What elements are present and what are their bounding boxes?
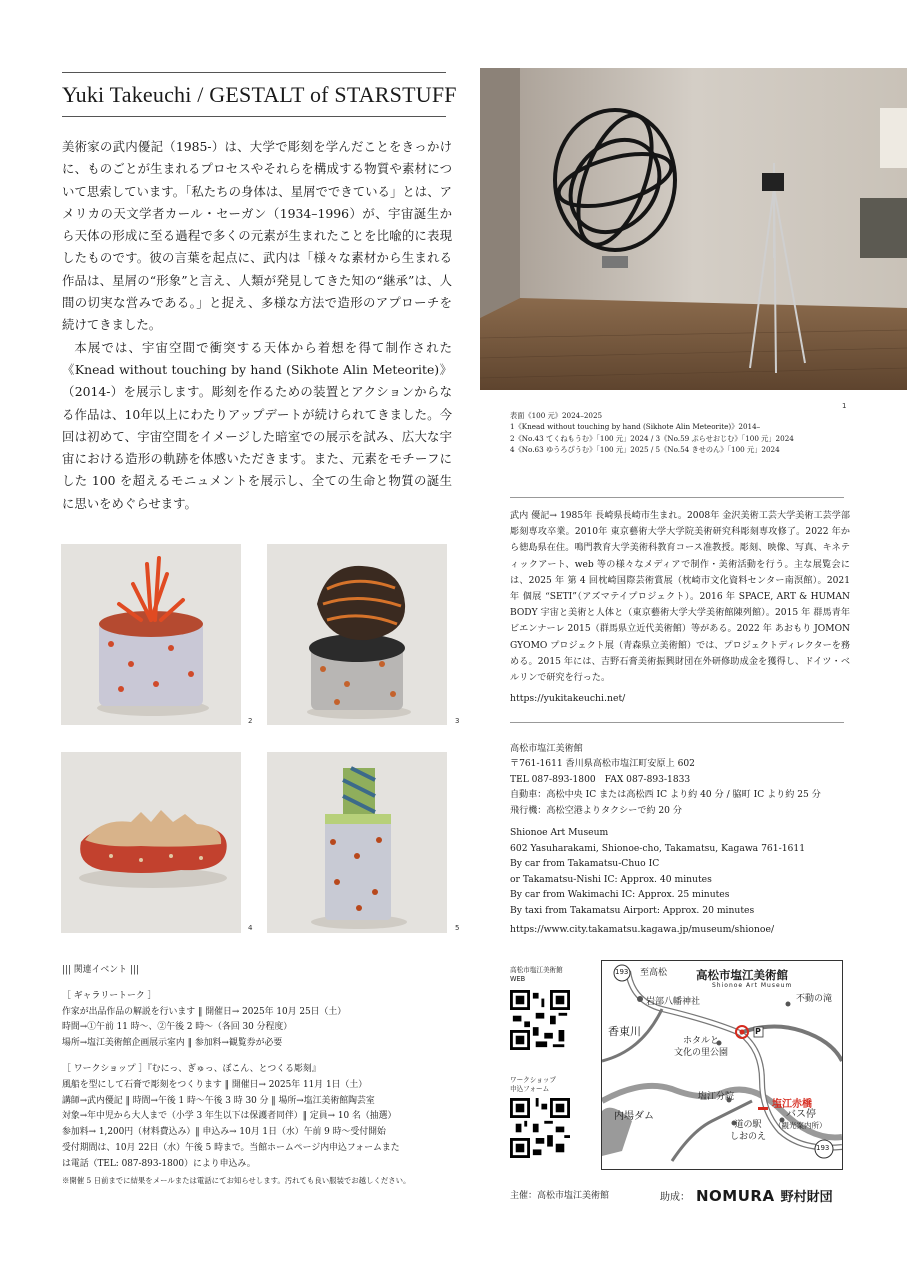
- gallery-talk-line: 場所→塩江美術館企画展示室内 ‖ 参加料→観覧券が必要: [62, 1038, 283, 1049]
- photo-number-1: 1: [842, 402, 847, 410]
- map-label-dam: 内場ダム: [614, 1111, 654, 1122]
- workshop-note: ※開催 5 日前までに結果をメールまたは電話にてお知らせします。汚れても良い服装でお越しください。: [62, 1175, 411, 1185]
- workshop-title: ［ ワークショップ ］『むにっ、ぎゅっ、ぼこん、とつくる彫刻』: [62, 1063, 321, 1074]
- nomura-logo: NOMURA: [696, 1186, 775, 1205]
- museum-name-en: Shionoe Art Museum: [510, 827, 609, 838]
- museum-address: 〒761-1611 香川県高松市塩江町安原上 602: [510, 759, 695, 770]
- gallery-talk-title: ［ ギャラリートーク ］: [62, 990, 157, 1001]
- map-label-fudo: 不動の滝: [796, 994, 833, 1004]
- museum-phone: TEL 087-893-1800 FAX 087-893-1833: [510, 774, 691, 785]
- divider: [510, 497, 844, 498]
- museum-access-en: or Takamatsu-Nishi IC: Approx. 40 minutes: [510, 873, 712, 885]
- page-title: Yuki Takeuchi / GESTALT of STARSTUFF: [62, 82, 457, 107]
- museum-access-en: By car from Takamatsu-Chuo IC: [510, 858, 660, 869]
- museum-name: 高松市塩江美術館: [510, 744, 583, 754]
- workshop-line: 受付期間は、10月 22日（水）午後 5 時まで。当館ホームページ内申込フォームまた: [62, 1142, 400, 1153]
- caption-line: 表面《100 元》2024–2025: [510, 411, 603, 420]
- sculpture-photo-4: [61, 752, 241, 933]
- qr-code-form[interactable]: [510, 1098, 570, 1158]
- map-label-bus: バス停 （観光案内所）: [774, 1109, 827, 1130]
- map-label-station: 道の駅 しおのえ: [730, 1120, 767, 1142]
- nomura-foundation-name: 野村財団: [780, 1190, 833, 1205]
- map-title: 高松市塩江美術館: [696, 968, 788, 982]
- qr-form-label: ワークショップ 申込フォーム: [510, 1076, 557, 1093]
- museum-access-air: 飛行機：高松空港よりタクシーで約 20 分: [510, 805, 682, 816]
- map-label-koutou: 香東川: [608, 1025, 641, 1038]
- intro-paragraph-1: 美術家の武内優記（1985-）は、大学で彫刻を学んだことをきっかけに、ものごとが生まれるプロセスやそれらを構成する物質や素材について思索しています。「私たちの身体は、星屑でできている」とは、アメリカの天文学者カール・セーガン（1934–1996）が、宇宙誕生から天体の形成に至る過程で多くの元素が生まれたことを比喩的に表現したものです。彼の言葉を起点に、武内は「様々な素材から生まれる作品は、星屑の“形象”と言え、人類が発見してきた知の“継承”は、人間の切実な営みである。」と捉え、多様な方法で造形のアプローチを続けてきました。: [62, 139, 452, 333]
- installation-photo: [480, 68, 907, 390]
- parking-icon: P: [755, 1027, 761, 1036]
- museum-info-en: [510, 825, 850, 918]
- artist-website-link[interactable]: https://yukitakeuchi.net/: [510, 693, 626, 704]
- workshop-line: 講師→武内優記 ‖ 時間→午後 1 時〜午後 3 時 30 分 ‖ 場所→塩江美術館陶芸室: [62, 1095, 375, 1106]
- workshop-line: 参加料→ 1,200円（材料費込み）‖ 申込み→ 10月 1日（水）午前 9 時〜受付開始: [62, 1127, 386, 1138]
- museum-access-en: By taxi from Takamatsu Airport: Approx. 20 minutes: [510, 904, 755, 916]
- photo-number-2: 2: [248, 717, 253, 725]
- intro-text: [62, 136, 452, 515]
- sculpture-photo-3: [267, 544, 447, 725]
- caption-line: 2《No.43 てくねもうむ》「100 元」2024 / 3《No.59 ぷらせおじむ》「100 元」2024: [510, 433, 794, 443]
- gallery-talk-line: 時間→①午前 11 時〜、②午後 2 時〜（各回 30 分程度）: [62, 1022, 293, 1033]
- title-bottom-rule: [62, 116, 446, 117]
- caption-line: 4《No.63 ゆうろぴうむ》「100 元」2025 / 5《No.54 きせのん》「100 元」2024: [510, 445, 780, 455]
- photo-number-3: 3: [455, 717, 460, 725]
- support-label: 助成：: [660, 1192, 690, 1203]
- museum-access-car: 自動車：高松中央 IC または高松西 IC より約 40 分 / 脇町 IC より約 25 分: [510, 790, 821, 801]
- sculpture-photo-2: [61, 544, 241, 725]
- route-193-top: 193: [615, 968, 629, 976]
- title-top-rule: [62, 72, 446, 73]
- access-map: [601, 960, 843, 1170]
- support-credit: [660, 1186, 833, 1205]
- divider: [510, 722, 844, 723]
- museum-access-en: By car from Wakimachi IC: Approx. 25 minutes: [510, 889, 730, 900]
- photo-number-4: 4: [248, 924, 253, 932]
- map-label-takamatsu: 至高松: [640, 968, 668, 978]
- sculpture-photo-5: [267, 752, 447, 933]
- map-subtitle: Shionoe Art Museum: [712, 982, 793, 989]
- map-label-iwabu: 岩部八幡神社: [646, 997, 701, 1007]
- map-label-bridge: 塩江赤橋: [772, 1099, 812, 1110]
- qr-code-web[interactable]: [510, 990, 570, 1050]
- museum-website-link[interactable]: https://www.city.takamatsu.kagawa.jp/museum/shionoe/: [510, 924, 775, 935]
- map-label-branch: 塩江分院: [698, 1092, 735, 1102]
- related-events: [62, 963, 462, 1188]
- gallery-talk-line: 作家が出品作品の解説を行います ‖ 開催日→ 2025年 10月 25日（土）: [62, 1006, 347, 1017]
- photo-captions: [510, 410, 840, 456]
- workshop-line: は電話（TEL: 087-893-1800）により申込み。: [62, 1158, 256, 1169]
- caption-line: 1《Knead without touching by hand (Sikhote Alin Meteorite)》2014–: [510, 422, 761, 432]
- artist-bio: 武内 優記→ 1985年 長崎県長崎市生まれ。2008年 金沢美術工芸大学美術工芸学部彫刻専攻卒業。2010年 東京藝術大学大学院美術研究科彫刻専攻修了。2022 年から徳島県在住。鳴門教育大学美術科教育コース准教授。彫刻、映像、写真、キネティックアート、web 等の様々なメディアで制作・美術活動を行う。主な展覧会には、2025 年 第 4 回枕崎国際芸術賞展（枕崎市文化資料センター南溟館）。2021 年 個展 “SETI”（アズマテイプロジェクト）。2016 年 SPACE, ART & HUMAN BODY 宇宙と美術と人体と（東京藝術大学大学美術館陳列館）。2015 年 群馬青年ビエンナーレ 2015（群馬県立近代美術館）等がある。2022 年 あおもり JOMON GYOMO プロジェクト展（青森県立美術館）では、プロジェクトディレクターを務める。2015 年には、吉野石膏美術振興財団在外研修助成金を獲得し、ドイツ・ベルリンで研究を行った。: [510, 511, 850, 684]
- events-heading: ||| 関連イベント |||: [62, 965, 139, 975]
- workshop-line: 風船を型にして石膏で彫刻をつくります ‖ 開催日→ 2025年 11月 1日（土）: [62, 1079, 368, 1090]
- museum-address-en: 602 Yasuharakami, Shionoe-cho, Takamatsu, Kagawa 761-1611: [510, 842, 806, 854]
- intro-paragraph-2: 本展では、宇宙空間で衝突する天体から着想を得て制作された《Knead without touching by hand (Sikhote Alin Meteorite)》（2014-）を展示します。彫刻を作るための装置とアクションからなる作品は、10年以上にわたりアップデートが続けられてきました。今回は初めて、宇宙空間をイメージした暗室での展示を試み、広大な宇宙における造形の軌跡を体感いただきます。また、元素をモチーフにした 100 を超えるモニュメントを展示し、全ての生命と物質の誕生に思いをめぐらせます。: [62, 339, 452, 511]
- organizer-credit: 主催：高松市塩江美術館: [510, 1191, 610, 1201]
- photo-number-5: 5: [455, 924, 460, 932]
- museum-info-jp: [510, 742, 850, 819]
- qr-web-label: 高松市塩江美術館 WEB: [510, 966, 563, 983]
- route-193-bottom: 193: [816, 1144, 830, 1152]
- map-label-hotaru: ホタルと 文化の里公園: [674, 1036, 729, 1058]
- workshop-line: 対象→年中児から大人まで（小学 3 年生以下は保護者同伴）‖ 定員→ 10 名（抽選）: [62, 1111, 397, 1122]
